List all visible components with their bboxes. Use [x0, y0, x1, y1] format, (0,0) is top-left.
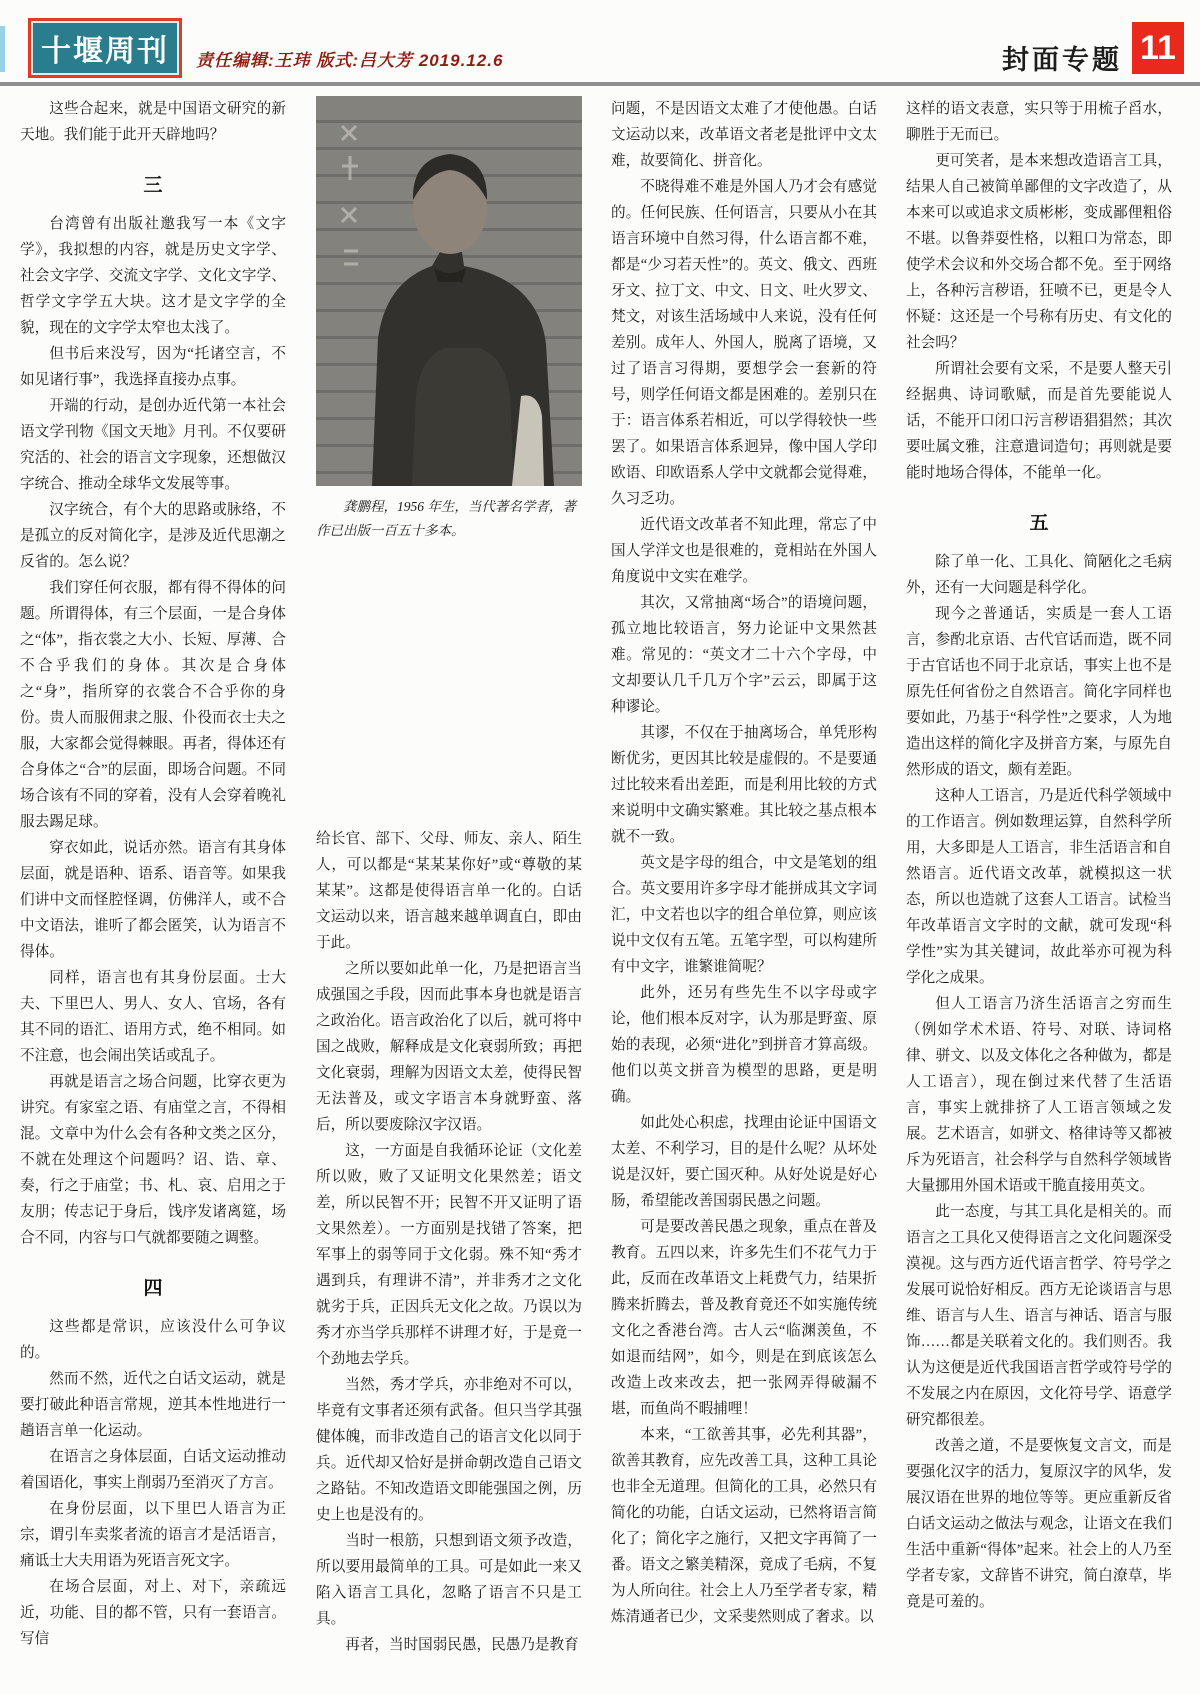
photo-caption: 龚鹏程，1956 年生，当代著名学者，著作已出版一百五十多本。 [316, 499, 576, 538]
portrait-photo-art [316, 96, 582, 486]
masthead-logo [28, 18, 182, 78]
paragraph: 问题，不是因语文太难了才使他愚。白话文运动以来，改革语文者老是批评中文太难，故要简化、拼音化。 [611, 101, 877, 169]
paragraph: 在场合层面，对上、对下，亲疏远近，功能、目的都不管，只有一套语言。写信 [20, 1579, 286, 1647]
paragraph: 之所以要如此单一化，乃是把语言当成强国之手段，因而此事本身也就是语言之政治化。语言政治化了以后，就可将中国之战败，解释成是文化衰弱所致；再把文化衰弱，理解为因语文太差，使得民智无法普及，或文字语言本身就野蛮、落后，所以要废除汉字汉语。 [316, 961, 582, 1133]
paragraph: 近代语文改革者不知此理，常忘了中国人学洋文也是很难的，竟相站在外国人角度说中文实在难学。 [611, 517, 877, 585]
section-heading: 四 [143, 1278, 163, 1299]
column-2-text [316, 826, 582, 1658]
paragraph: 这样的语文表意，实只等于用梳子舀水，聊胜于无而已。 [906, 101, 1172, 143]
paragraph: 现今之普通话，实质是一套人工语言，参酌北京语、古代官话而造，既不同于古官话也不同于北京话，事实上也不是原先任何省份之自然语言。简化字同样也要如此，乃基于“科学性”之要求，人为地造出这样的简化字及拼音方案，与原先自然形成的语文，颇有差距。 [906, 606, 1172, 778]
column-1-text [20, 96, 286, 1652]
paragraph: 英文是字母的组合，中文是笔划的组合。英文要用许多字母才能拼成其文字词汇，中文若也以字的组合单位算，则应该说中文仅有五笔。五笔字型，可以构建所有中文字，谁繁谁简呢？ [611, 855, 877, 975]
page-number-badge: 11 [1132, 22, 1184, 74]
column-4-text [906, 96, 1172, 1615]
paragraph: 台湾曾有出版社邀我写一本《文字学》，我拟想的内容，就是历史文字学、社会文字学、交流文字学、文化文字学、哲学文字学五大块。这才是文字学的全貌，现在的文字学太窄也太浅了。 [20, 216, 286, 336]
paragraph: 同样，语言也有其身份层面。士大夫、下里巴人、男人、女人、官场，各有其不同的语汇、语用方式，绝不相同。如不注意，也会闹出笑话或乱子。 [20, 970, 286, 1064]
paragraph: 更可笑者，是本来想改造语言工具，结果人自己被简单鄙俚的文字改造了，从本来可以或追求文质彬彬，变成鄙俚粗俗不堪。以鲁莽耍性格，以粗口为常态，即使学术会议和外交场合都不免。至于网络上，各种污言秽语，狂喷不已，更是令人怀疑：这还是一个号称有历史、有文化的社会吗？ [906, 153, 1172, 351]
paragraph: 开端的行动，是创办近代第一本社会语文学刊物《国文天地》月刊。不仅要研究活的、社会的语言文字现象，还想做汉字统合、推动全球华文发展等事。 [20, 398, 286, 492]
portrait-photo [316, 96, 582, 486]
paragraph: 这些合起来，就是中国语文研究的新天地。我们能于此开天辟地吗？ [20, 101, 286, 143]
paragraph: 这些都是常识，应该没什么可争议的。 [20, 1319, 286, 1361]
paragraph: 再就是语言之场合问题，比穿衣更为讲究。有家室之语、有庙堂之言，不得相混。文章中为什么会有各种文类之区分，不就在处理这个问题吗？诏、诰、章、奏，行之于庙堂；书、札、哀、启用之于友朋；传志记于身后，饯序发诸离筵，场合不同，内容与口气就都要随之调整。 [20, 1074, 286, 1246]
column-1 [20, 96, 286, 1670]
paragraph: 此一态度，与其工具化是相关的。而语言之工具化又使得语言之文化问题深受漠视。这与西方近代语言哲学、符号学之发展可说恰好相反。西方无论谈语言与思维、语言与人生、语言与神话、语言与服饰……都是关联着文化的。我们则否。我认为这便是近代我国语言哲学或符号学的不发展之内在原因，文化符号学、语意学研究都很差。 [906, 1204, 1172, 1428]
paragraph: 当时一根筋，只想到语文须予改造，所以要用最简单的工具。可是如此一来又陷入语言工具化，忽略了语言不只是工具。 [316, 1533, 582, 1627]
paragraph: 这，一方面是自我循环论证（文化差所以败，败了又证明文化果然差；语文差，所以民智不开；民智不开又证明了语文果然差）。一方面别是找错了答案，把军事上的弱等同于文化弱。殊不知“秀才遇到兵，有理讲不清”，并非秀才之文化就劣于兵，正因兵无文化之故。乃误以为秀才亦当学兵那样不讲理才好，于是竟一个劲地去学兵。 [316, 1143, 582, 1367]
paragraph: 此外，还另有些先生不以字母或字论，他们根本反对字，认为那是野蛮、原始的表现，必须“进化”到拼音才算高级。他们以英文拼音为模型的思路，更是明确。 [611, 985, 877, 1105]
paragraph: 再者，当时国弱民愚，民愚乃是教育 [345, 1637, 579, 1653]
paragraph: 在语言之身体层面，白话文运动推动着国语化，事实上削弱乃至消灭了方言。 [20, 1449, 286, 1491]
paragraph: 然而不然，近代之白话文运动，就是要打破此种语言常规，逆其本性地进行一趟语言单一化运动。 [20, 1371, 286, 1439]
paragraph: 当然，秀才学兵，亦非绝对不可以，毕竟有文事者还须有武备。但只当学其强健体魄，而非改造自己的语言文化以同于兵。近代却又恰好是拼命朝改造自己语文之路钻。不知改造语文即能强国之例，历史上也是没有的。 [316, 1377, 582, 1523]
section-heading: 三 [143, 175, 163, 196]
paragraph: 其次，又常抽离“场合”的语境问题，孤立地比较语言，努力论证中文果然甚难。常见的：“英文才二十六个字母，中文却要认几千几万个字”云云，即属于这种谬论。 [611, 595, 877, 715]
paragraph: 给长官、部下、父母、师友、亲人、陌生人，可以都是“某某某你好”或“尊敬的某某某”。这都是使得语言单一化的。白话文运动以来，语言越来越单调直白，即由于此。 [316, 831, 582, 951]
paragraph: 汉字统合，有个大的思路或脉络，不是孤立的反对简化字，是涉及近代思潮之反省的。怎么说？ [20, 502, 286, 570]
section-title: 封面专题 [1002, 45, 1122, 75]
paragraph: 除了单一化、工具化、简陋化之毛病外，还有一大问题是科学化。 [906, 554, 1172, 596]
masthead-logo-text: 十堰周刊 [41, 35, 169, 68]
paragraph: 如此处心积虑，找理由论证中国语文太差、不利学习，目的是什么呢？从坏处说是汉奸，要亡国灭种。从好处说是好心肠，希望能改善国弱民愚之问题。 [611, 1115, 877, 1209]
paragraph: 本来，“工欲善其事，必先利其器”，欲善其教育，应先改善工具，这种工具论也非全无道理。但简化的工具，必然只有简化的功能，白话文运动，已然将语言简化了；简化字之施行，又把文字再简了一番。语文之繁美精深，竟成了毛病，不复为人所向往。社会上人乃至学者专家，精炼清通者已少，文采斐然则成了奢求。以 [611, 1427, 877, 1625]
paragraph: 但书后来没写，因为“托诸空言，不如见诸行事”，我选择直接办点事。 [20, 346, 286, 388]
section-heading: 五 [1029, 513, 1049, 534]
column-3-text [611, 96, 877, 1630]
paragraph: 不晓得难不难是外国人乃才会有感觉的。任何民族、任何语言，只要从小在其语言环境中自然习得，什么语言都不难，都是“少习若天性”的。英文、俄文、西班牙文、拉丁文、中文、日文、吐火罗文、梵文，对该生活场域中人来说，没有任何差别。成年人、外国人，脱离了语境，又过了语言习得期，要想学会一套新的符号，则学任何语文都是困难的。差别只在于：语言体系若相近，可以学得较快一些罢了。如果语言体系迥异，像中国人学印欧语、印欧语系人学中文就都会觉得难，久习乏功。 [611, 179, 877, 507]
paragraph: 我们穿任何衣服，都有得不得体的问题。所谓得体，有三个层面，一是合身体之“体”，指衣裳之大小、长短、厚薄、合不合乎我们的身体。其次是合身体之“身”，指所穿的衣裳合不合乎你的身份。贵人而服佣隶之服、仆役而衣士夫之服，大家都会觉得棘眼。再者，得体还有合身体之“合”的层面，即场合问题。不同场合该有不同的穿着，没有人会穿着晚礼服去踢足球。 [20, 580, 286, 830]
paragraph: 可是要改善民愚之现象，重点在普及教育。五四以来，许多先生们不花气力于此，反而在改革语文上耗费气力，结果折腾来折腾去，普及教育竟还不如实施传统文化之香港台湾。古人云“临渊羡鱼，不如退而结网”，如今，则是在到底该怎么改造上改来改去，把一张网弄得破漏不堪，而鱼尚不暇捕哩！ [611, 1219, 877, 1417]
editor-credit: 责任编辑:王玮 版式:吕大芳 2019.12.6 [196, 51, 504, 70]
column-2 [316, 96, 582, 1670]
scan-artifact [0, 26, 5, 72]
column-4 [906, 96, 1172, 1670]
column-3 [611, 96, 877, 1670]
paragraph: 这种人工语言，乃是近代科学领域中的工作语言。例如数理运算，自然科学所用，大多即是人工语言，非生活语言和自然语言。近代语文改革，就模拟这一状态，所以也造就了这套人工语言。试检当年改革语言文字时的文献，就可发现“科学性”实为其关键词，故此举亦可视为科学化之成果。 [906, 788, 1172, 986]
paragraph: 在身份层面，以下里巴人语言为正宗，谓引车卖浆者流的语言才是活语言，痛诋士大夫用语为死语言死文字。 [20, 1501, 286, 1569]
header-divider [0, 82, 1200, 86]
paragraph: 但人工语言乃济生活语言之穷而生（例如学术术语、符号、对联、诗词格律、骈文、以及文体化之各种做为，都是人工语言），现在倒过来代替了生活语言，事实上就排挤了人工语言领域之发展。艺术语言，如骈文、格律诗等又都被斥为死语言，社会科学与自然科学领域皆大量挪用外国术语或干脆直接用英文。 [906, 996, 1172, 1194]
paragraph: 其谬，不仅在于抽离场合，单凭形构断优劣，更因其比较是虚假的。不是要通过比较来看出差距，而是利用比较的方式来说明中文确实繁难。其比较之基点根本就不一致。 [611, 725, 877, 845]
paragraph: 改善之道，不是要恢复文言文，而是要强化汉字的活力，复原汉字的风华，发展汉语在世界的地位等等。更应重新反省白话文运动之做法与观念，让语文在我们生活中重新“得体”起来。社会上的人乃至学者专家，文辞皆不讲究，简白潦草，毕竟是可羞的。 [906, 1438, 1172, 1610]
paragraph: 所谓社会要有文采，不是要人整天引经据典、诗词歌赋，而是首先要能说人话，不能开口闭口污言秽语猖猖然；其次要吐属文雅，注意遣词造句；再则就是要能时地场合得体，不能单一化。 [906, 361, 1172, 481]
paragraph: 穿衣如此，说话亦然。语言有其身体层面，就是语种、语系、语音等。如果我们讲中文而怪腔怪调，仿佛洋人，或不合中文语法，谁听了都会匿笑，认为语言不得体。 [20, 840, 286, 960]
